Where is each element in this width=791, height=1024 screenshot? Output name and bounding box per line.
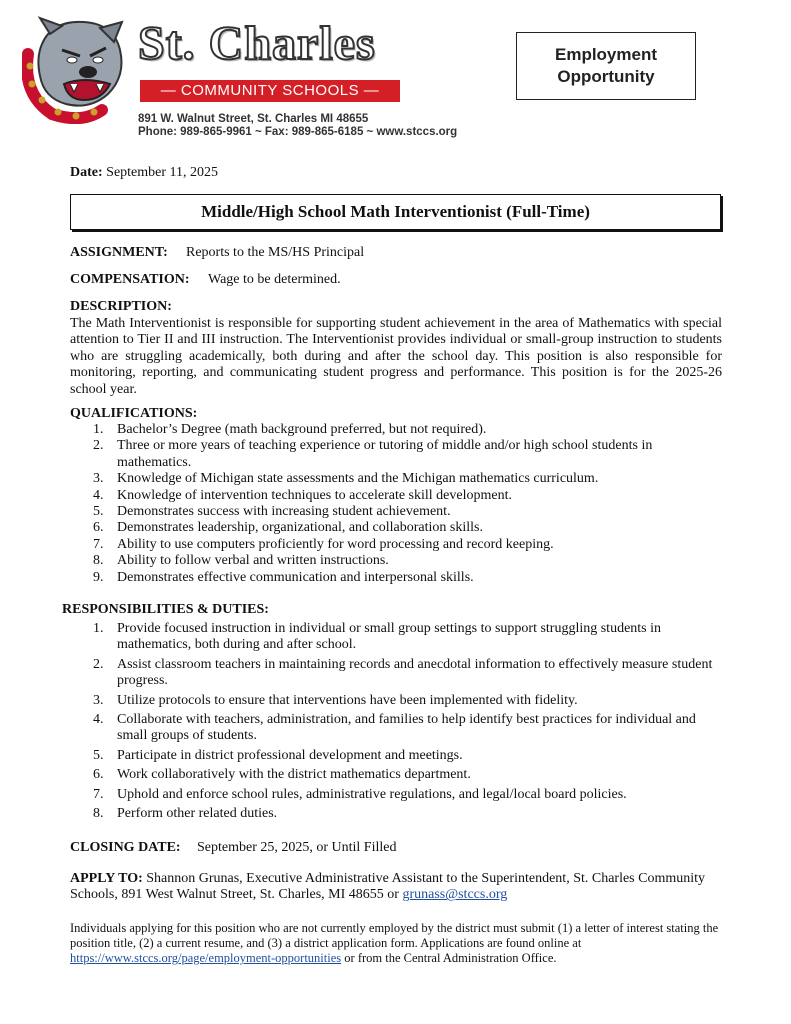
assignment-label: ASSIGNMENT: bbox=[70, 245, 168, 260]
closing-date-label: CLOSING DATE: bbox=[70, 840, 181, 855]
list-item: 3. Utilize protocols to ensure that interventions have been implemented with fidelity. bbox=[93, 692, 578, 708]
list-item: 6. Demonstrates leadership, organizational, and collaboration skills. bbox=[93, 520, 483, 536]
address-line: 891 W. Walnut Street, St. Charles MI 48655 bbox=[138, 113, 369, 125]
community-schools-banner: — COMMUNITY SCHOOLS — bbox=[140, 80, 400, 102]
instructions-suffix: or from the Central Administration Office. bbox=[344, 951, 557, 966]
apply-to-text: Shannon Grunas, Executive Administrative Assistant to the Superintendent, St. Charles Community Schools, 891 West Walnut Street, St. Charles, MI 48655 or bbox=[70, 871, 706, 903]
application-instructions bbox=[70, 921, 726, 967]
qualifications-label: QUALIFICATIONS: bbox=[70, 406, 198, 421]
description-label: DESCRIPTION: bbox=[70, 299, 172, 314]
list-item: 4. Knowledge of intervention techniques to accelerate skill development. bbox=[93, 487, 512, 503]
list-item: 2. Assist classroom teachers in maintaining records and anecdotal information to effectively measure student progress. bbox=[93, 656, 713, 689]
employment-opportunity-badge bbox=[516, 32, 696, 100]
compensation-value: Wage to be determined. bbox=[208, 272, 341, 287]
list-item: 4. Collaborate with teachers, administration, and families to help identify best practices for individual and small groups of students. bbox=[93, 712, 696, 744]
date-label: Date: bbox=[70, 165, 103, 180]
list-item: 7. Ability to use computers proficiently for word processing and record keeping. bbox=[93, 536, 554, 552]
apply-to-label: APPLY TO: bbox=[70, 871, 143, 886]
school-name: St. Charles bbox=[138, 17, 376, 70]
apply-to bbox=[70, 871, 722, 904]
list-item: 5. Demonstrates success with increasing student achievement. bbox=[93, 504, 451, 520]
list-item: 8. Ability to follow verbal and written instructions. bbox=[93, 553, 389, 569]
posting-date bbox=[70, 165, 218, 181]
responsibilities-label: RESPONSIBILITIES & DUTIES: bbox=[62, 602, 269, 617]
employment-opportunities-link[interactable]: https://www.stccs.org/page/employment-opportunities bbox=[70, 951, 342, 966]
school-contact bbox=[138, 113, 457, 139]
list-item: 3. Knowledge of Michigan state assessments and the Michigan mathematics curriculum. bbox=[93, 471, 599, 487]
instructions-text: Individuals applying for this position who are not currently employed by the district must submit (1) a letter of interest stating the position title, (2) a current resume, and (3) a district application form. Applications are found online at bbox=[70, 921, 719, 951]
badge-line-1: Employment bbox=[554, 45, 658, 64]
apply-email-link[interactable]: grunass@stccs.org bbox=[402, 887, 508, 903]
closing-date-row bbox=[70, 840, 396, 856]
list-item: 8. Perform other related duties. bbox=[93, 806, 278, 822]
responsibilities-list bbox=[93, 621, 722, 822]
list-item: 9. Demonstrates effective communication and interpersonal skills. bbox=[93, 569, 474, 585]
description-text: The Math Interventionist is responsible for supporting student achievement in the area of Mathematics with special attention to Tier II and III instruction. The Interventionist provides individual or small-group instruction to students who are struggling academically, both during and after the school day. This position is also responsible for monitoring, reporting, and communicating student progress and performance. This position is for the 2025-26 school year. bbox=[70, 316, 722, 397]
compensation-row bbox=[70, 272, 341, 288]
job-title: Middle/High School Math Interventionist (Full-Time) bbox=[70, 194, 721, 230]
assignment-value: Reports to the MS/HS Principal bbox=[186, 245, 365, 260]
badge-line-2: Opportunity bbox=[557, 67, 655, 86]
list-item: 5. Participate in district professional development and meetings. bbox=[93, 747, 463, 763]
bulldog-mascot-icon bbox=[22, 14, 134, 124]
qualifications-list bbox=[93, 422, 677, 586]
list-item: 2. Three or more years of teaching experience or tutoring of middle and/or high school students in mathematics. bbox=[93, 438, 653, 470]
compensation-label: COMPENSATION: bbox=[70, 272, 190, 287]
list-item: 6. Work collaboratively with the district mathematics department. bbox=[93, 767, 471, 783]
date-value: September 11, 2025 bbox=[106, 165, 219, 180]
list-item: 1. Bachelor’s Degree (math background preferred, but not required). bbox=[93, 422, 487, 437]
phone-line: Phone: 989-865-9961 ~ Fax: 989-865-6185 ~ www.stccs.org bbox=[138, 126, 458, 138]
list-item: 1. Provide focused instruction in individual or small group settings to support struggling students in mathematics, both during and after school. bbox=[93, 621, 662, 653]
closing-date-value: September 25, 2025, or Until Filled bbox=[197, 840, 397, 855]
assignment-row bbox=[70, 245, 364, 261]
list-item: 7. Uphold and enforce school rules, administrative regulations, and legal/local board policies. bbox=[93, 786, 627, 802]
